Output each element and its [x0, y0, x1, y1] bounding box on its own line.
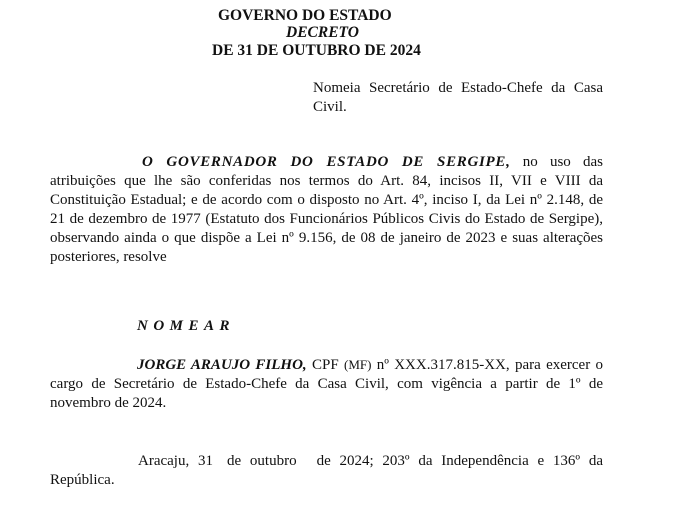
appointee-name: JORGE ARAUJO FILHO, — [137, 357, 307, 373]
closing-dateline — [50, 452, 603, 490]
preamble-text: no uso das atribuições que lhe são conferidas nos termos do Art. 84, incisos II, VII e VIII da Constituição Estadual; e de acordo com o disposto no Art. 4º, inciso I, da Lei nº 2.148, de 21 de dezembro de 1977 (Estatuto dos Funcionários Públicos Civis do Estado de Sergipe), observando ainda o que dispõe a Lei nº 9.156, de 08 de janeiro de 2023 e suas alterações posteriores, resolve — [50, 154, 603, 265]
appointment-paragraph — [50, 355, 603, 413]
closing-city-day: Aracaju, 31 — [138, 453, 213, 469]
governor-title: O GOVERNADOR DO ESTADO DE SERGIPE, — [142, 154, 511, 170]
header-date: DE 31 DE OUTUBRO DE 2024 — [212, 42, 421, 59]
action-nomear: NOMEAR — [137, 318, 236, 334]
header-government: GOVERNO DO ESTADO — [218, 7, 392, 24]
header-decree: DECRETO — [286, 24, 359, 41]
decree-summary: Nomeia Secretário de Estado-Chefe da Casa Civil. — [313, 80, 603, 115]
preamble-paragraph — [50, 153, 603, 267]
cpf-mf: (MF) — [344, 357, 372, 372]
closing-rest: de 2024; 203º da Independência e 136º da República. — [50, 453, 603, 488]
appointment-text: exercer o cargo de Secretário de Estado-Chefe da Casa Civil, com vigência a partir de 1º de novembro de 2024. — [50, 357, 604, 411]
cpf-label: CPF — [311, 357, 339, 373]
closing-month: de outubro — [226, 453, 297, 469]
cpf-number: nº XXX.317.815-XX, para — [376, 357, 541, 373]
